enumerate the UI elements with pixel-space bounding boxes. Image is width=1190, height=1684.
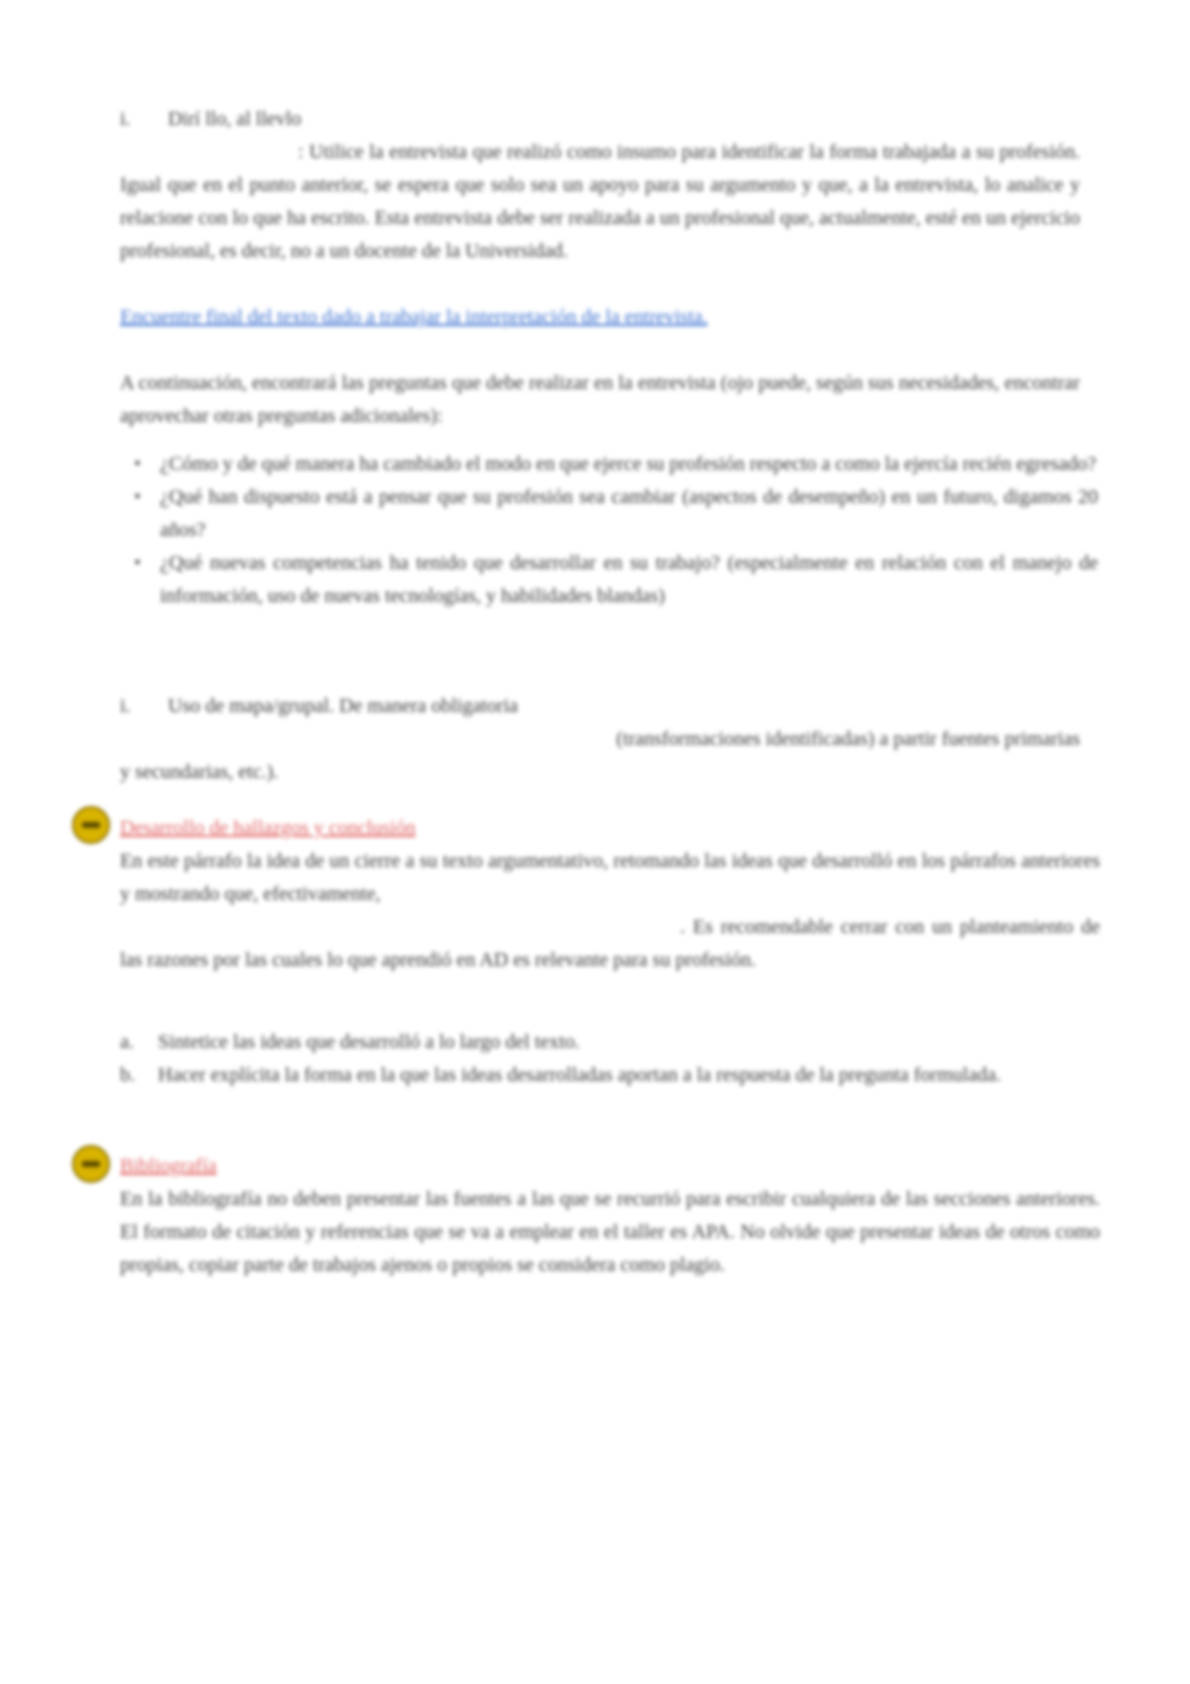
bibliography-body: En la bibliografía no deben presentar las fuentes a las que se recurrió para escribir cualquiera de las secciones anteriores. El formato de citación y referencias que se va a emplear en el taller es APA. No olvide que presentar ideas de otros como propias, copiar parte de trabajos ajenos o propios se considera como plagio. bbox=[120, 1188, 1100, 1276]
item-number: b. bbox=[120, 1064, 135, 1086]
conclusion-item-b bbox=[120, 1059, 1100, 1092]
item-number: a. bbox=[120, 1031, 134, 1053]
map-fragment: (transformaciones identificadas) a partir fuentes primarias bbox=[616, 728, 1080, 750]
list-item: • ¿Qué nuevas competencias ha tenido que desarrollar en su trabajo? (especialmente en relación con el manejo de información, uso de nuevas tecnologías, y habilidades blandas) bbox=[128, 547, 1098, 613]
conclusion-line1: En este párrafo la idea de un cierre a su texto argumentativo, retomando las ideas que desarrolló en los párrafos anteriores y mostrando que, efectivamente, bbox=[120, 850, 1100, 905]
questions-intro: A continuación, encontrará las preguntas que debe realizar en la entrevista (ojo puede, según sus necesidades, encontrar aprovechar otras preguntas adicionales): bbox=[120, 372, 1080, 427]
link-text[interactable]: Encuentre final del texto dado a trabajar la interpretación de la entrevista. bbox=[120, 306, 708, 328]
list-item: • ¿Cómo y de qué manera ha cambiado el modo en que ejerce su profesión respecto a como la ejercía recién egresado? bbox=[128, 448, 1098, 481]
section-heading-text: Uso de mapa/grupal. De manera obligatoria bbox=[168, 695, 518, 717]
list-item: • ¿Qué han dispuesto está a pensar que su profesión sea cambiar (aspectos de desempeño) en un futuro, digamos 20 años? bbox=[128, 481, 1098, 547]
questions-list bbox=[128, 448, 1098, 613]
comment-icon[interactable] bbox=[72, 806, 110, 844]
bibliography-title-text: Bibliografía bbox=[120, 1155, 217, 1177]
conclusion-title bbox=[120, 812, 1100, 845]
conclusion-item-a bbox=[120, 1026, 1100, 1059]
map-tail: y secundarias, etc.). bbox=[120, 761, 279, 783]
section-number: i. bbox=[120, 695, 131, 717]
comment-icon[interactable] bbox=[72, 1145, 110, 1183]
section-heading-interview bbox=[120, 103, 301, 136]
interview-paragraph: : Utilice la entrevista que realizó como insumo para identificar la forma trabajada a su profesión. Igual que en el punto anterior, se espera que solo sea un apoyo para su argumento y que, a la entrevista, lo analice y relacione con lo que ha escrito. Esta entrevista debe ser realizada a un profesional que, actualmente, esté en un ejercicio profesional, es decir, no a un docente de la Universidad. bbox=[120, 141, 1080, 262]
conclusion-title-text: Desarrollo de hallazgos y conclusión bbox=[120, 817, 416, 839]
section-heading-map bbox=[120, 690, 518, 723]
item-text: Sintetice las ideas que desarrolló a lo largo del texto. bbox=[158, 1031, 580, 1053]
section-number: i. bbox=[120, 108, 131, 130]
interview-link[interactable] bbox=[120, 301, 1100, 334]
item-text: Hacer explícita la forma en la que las ideas desarrolladas aportan a la respuesta de la pregunta formulada. bbox=[158, 1064, 1001, 1086]
conclusion-line2: . Es recomendable cerrar con un planteamiento de las razones por las cuales lo que aprendió en AD es relevante para su profesión. bbox=[120, 916, 1100, 971]
section-heading-text: Dirí llo, al llevlo bbox=[168, 108, 302, 130]
bibliography-title bbox=[120, 1150, 1100, 1183]
